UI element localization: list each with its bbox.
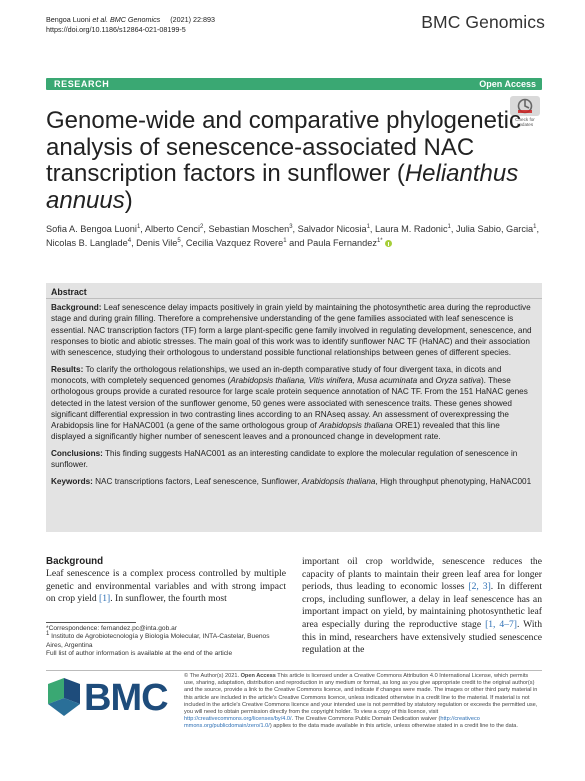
journal-name: BMC Genomics (421, 12, 545, 32)
footnote-divider (46, 622, 136, 623)
license-link[interactable]: http://creativecommons.org/licenses/by/4.0/ (184, 716, 292, 723)
reference-link[interactable]: [1, 4–7] (485, 618, 517, 630)
affiliation-number: 4 (127, 237, 132, 244)
affiliation-number: 1 (533, 223, 537, 230)
doi-link[interactable]: https://doi.org/10.1186/s12864-021-08199-5 (46, 25, 186, 34)
affiliation-note: $^1$ Instituto de Agrobiotecnología y Biología Molecular, INTA-Castelar, Buenos Aires, Argentina (46, 631, 270, 649)
affiliation-number: 2 (200, 223, 204, 230)
full-author-info-note: Full list of author information is available at the end of the article (46, 649, 233, 657)
title-main: Genome-wide and comparative phylogenetic analysis of senescence-associated NAC transcription factors in sunflower ( (46, 107, 521, 187)
abstract-body (51, 302, 533, 492)
article-title (46, 108, 526, 214)
author[interactable]: , Nicolas B. Langlade (46, 224, 540, 248)
footnotes (46, 625, 286, 658)
orcid-icon[interactable] (385, 240, 392, 247)
author[interactable]: , Cecilia Vazquez Rovere (180, 238, 284, 248)
title-species: Helianthus annuus (46, 160, 519, 214)
section-label: RESEARCH (54, 79, 110, 89)
abstract-heading: Abstract (51, 287, 87, 297)
abstract-divider (46, 298, 542, 299)
bmc-logo (46, 676, 176, 720)
affiliation-number: 1 (283, 237, 287, 244)
abstract-keywords: Keywords: NAC transcriptions factors, Leaf senescence, Sunflower, Arabidopsis thaliana, High throughput phenotyping, HaNAC001 (51, 476, 532, 486)
check-for-label: Check for (515, 117, 535, 122)
author[interactable]: , Laura M. Radonic (369, 224, 448, 234)
author[interactable]: , Sebastian Moschen (203, 224, 290, 234)
citation-header (46, 15, 215, 35)
short-authors: Bengoa Luoni (46, 15, 93, 24)
affiliation-number: 1 (447, 223, 451, 230)
abstract-results: Results: To clarify the orthologous relationships, we used an in-depth comparative study of four divergent taxa, in dicots and monocots, with completely sequenced genomes (Arabidopsis thaliana, Vitis vinifera, Musa acuminata and Oryza sativa). These orthologous groups provide a curated resource for large scale protein sequence annotation of NAC TF. From the 151 HaNAC genes detected in the latest version of the sunflower genome, 50 genes were associated with senescence traits. These genes showed significant differential expression in two contrasting lines according to an RNAseq assay. An assessment of overexpressing the Arabidopsis line for HaNAC001 (a gene of the same orthologous group of Arabidopsis thaliana ORE1) revealed that this line displayed a significantly higher number of senescent leaves and a pronounced change in development rate. (51, 364, 528, 442)
abstract-conclusions: Conclusions: This finding suggests HaNAC001 as an interesting candidate to explore the molecular regulation of senescence in sunflower. (51, 448, 518, 470)
affiliation-number: 1* (376, 237, 383, 244)
updates-label: updates (516, 122, 534, 127)
author[interactable]: and Paula Fernandez (286, 238, 377, 248)
author[interactable]: Sofia A. Bengoa Luoni (46, 224, 137, 234)
author[interactable]: , Salvador Nicosia (292, 224, 367, 234)
author[interactable]: , Julia Sabio, Garcia (450, 224, 534, 234)
author-list (46, 222, 546, 250)
citation-volume: (2021) 22:893 (170, 15, 216, 24)
affiliation-number: 1 (136, 223, 141, 230)
open-access-label: Open Access (479, 79, 536, 89)
author[interactable]: , Denis Vile (131, 238, 178, 248)
section-bar (46, 78, 542, 90)
journal-et-al: et al. BMC Genomics (92, 15, 161, 24)
license-divider (46, 670, 542, 671)
body-left-column: Leaf senescence is a complex process controlled by multiple genetic and environmental variables and with strong impact on crop yield [1]. In sunflower, the fourth most (46, 568, 286, 605)
author[interactable]: , Alberto Cenci (140, 224, 201, 234)
bmc-logo-text: BMC (84, 677, 168, 719)
bmc-logo-mark-icon (46, 676, 82, 720)
reference-link[interactable]: [1] (99, 593, 111, 605)
correspondence: *Correspondence: fernandez.pc@inta.gob.ar (46, 625, 177, 632)
section-heading-background: Background (46, 556, 104, 567)
license-text: © The Author(s) 2021. Open Access This article is licensed under a Creative Commons Attribution 4.0 International License, which permits use, sharing, adaptation, distribution and reproduction in any medium or format, as long as you give appropriate credit to the original author(s) and the source, provide a link to the Creative Commons licence, and indicate if changes were made. The images or other third party material in this article are included in the article's Creative Commons licence, unless indicated otherwise in a credit line to the material. If material is not included in the article's Creative Commons licence and your intended use is not permitted by statutory regulation or exceeds the permitted use, you will need to obtain permission directly from the copyright holder. To view a copy of this licence, visit http://creativecommons.org/licenses/by/4.0/. The Creative Commons Public Domain Dedication waiver (http://creativeco mmons.org/publicdomain/zero/1.0/) applies to the data made available in this article, unless otherwise stated in a credit line to the data. (184, 673, 538, 730)
affiliation-number: 1 (366, 223, 370, 230)
title-close: ) (124, 186, 133, 214)
body-right-column: important oil crop worldwide, senescence reduces the capacity of plants to maintain their green leaf area for longer periods, thus leading to economic losses [2, 3]. In different crops, including sunflower, a delay in leaf senescence has an important impact on yield, by maintaining photosynthetic leaf area especially during the reproductive stage [1, 4–7]. With this in mind, researchers have extensively studied senescence regulation at the (302, 556, 542, 656)
public-domain-link[interactable]: http://creativeco mmons.org/publicdomain/zero/1.0/ (184, 716, 480, 730)
abstract-background: Background: Leaf senescence delay impacts positively in grain yield by maintaining the photosynthetic area during the reproductive stage and during grain filling. Therefore a comprehensive understanding of the gene families associated with leaf senescence is essential. NAC transcription factors (TF) form a large plant-specific gene family involved in regulating development, senescence, and responses to biotic and abiotic stresses. The main goal of this work was to identify sunflower NAC TF (HaNAC) and their association with senescence, studying their orthologous to understand possible functional relationships between genes of different species. (51, 303, 532, 358)
reference-link[interactable]: [2, 3] (468, 581, 491, 593)
abstract-box (46, 283, 542, 532)
affiliation-number: 3 (289, 223, 293, 230)
affiliation-number: 5 (177, 237, 181, 244)
